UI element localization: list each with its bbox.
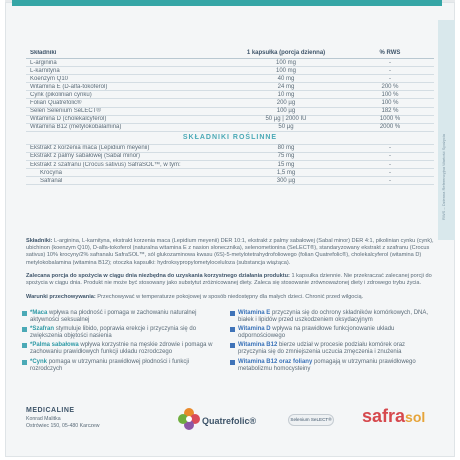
table-row [26, 169, 434, 177]
table-row [26, 177, 434, 185]
table-row [26, 99, 434, 107]
safrasol-logo [362, 406, 425, 427]
row-rws: - [389, 169, 391, 176]
dosage-label: Zalecana porcja do spożycia w ciągu dnia niezbędna do uzyskania korzystnego działania produktu: [26, 273, 290, 279]
table-row [26, 153, 434, 161]
row-dose: 15 mg [277, 161, 295, 168]
square-bullet-icon [230, 343, 235, 348]
row-dose: 10 mg [277, 91, 295, 98]
row-rws: 2000 % [379, 124, 401, 131]
row-rws: 182 % [381, 108, 399, 115]
row-rws: 1000 % [379, 116, 401, 123]
list-item [230, 342, 434, 356]
row-name: Witamina D (cholekalcyferol) [30, 116, 107, 123]
row-name: Koenzym Q10 [30, 75, 69, 82]
row-name: Witamina B12 (metylokobalamina) [30, 124, 122, 131]
row-dose: 1,5 mg [276, 169, 296, 176]
teal-stripe [12, 0, 442, 6]
square-bullet-icon [230, 327, 235, 332]
list-item [230, 326, 434, 340]
dosage-paragraph [26, 273, 434, 287]
table-header [26, 48, 434, 59]
row-name: L-karnityna [30, 67, 60, 74]
row-dose: 24 mg [277, 83, 295, 90]
manufacturer-address [26, 416, 100, 429]
row-rws: 100 % [381, 91, 399, 98]
storage-text: Przechowywać w temperaturze pokojowej w sposób niedostępny dla małych dzieci. Chronić przed wilgocią. [97, 294, 364, 300]
benefit-text: przyczynia się do ochrony składników komórkowych, DNA, białek i lipidów przed uszkodzeniem oksydacyjnym [238, 310, 429, 324]
row-rws: - [389, 161, 391, 168]
row-rws: - [389, 145, 391, 152]
table-row [26, 83, 434, 91]
square-bullet-icon [230, 311, 235, 316]
square-bullet-icon [22, 327, 27, 332]
table-row [26, 75, 434, 83]
benefit-name: *Maca [30, 310, 48, 316]
ingredients-label: Składniki: [26, 238, 53, 244]
row-name: Cynk (pikolinian cynku) [30, 91, 92, 98]
benefit-name: *Cynk [30, 358, 48, 365]
quatrefolic-wordmark: Quatrefolic® [202, 416, 257, 426]
row-name: Selen Selenium SeLECT® [30, 108, 101, 115]
row-dose: 50 µg [278, 124, 294, 131]
footer-logos [26, 400, 436, 440]
row-dose: 75 mg [277, 153, 295, 160]
row-name: Krocyna [40, 169, 63, 176]
list-item [22, 342, 222, 356]
dosage-text: 1 kapsułka dziennie. Nie przekraczać zalecanej porcji do spożycia w ciągu dnia. Produkt nie może być stosowany jako substytut zróżnicowanej diety. Zaleca się stosowanie zrównoważonej diety i zdrowego trybu życia. [26, 273, 432, 287]
row-rws: - [389, 67, 391, 74]
row-dose: 80 mg [277, 145, 295, 152]
header-dose: 1 kapsułka (porcja dzienna) [246, 50, 326, 56]
benefit-text: stymuluje libido, poprawia erekcje i przyczynia się do zwiększenia objętości nasienia [30, 326, 197, 340]
benefit-text: wpływa korzystnie na męskie zdrowie i pomaga w zachowaniu prawidłowych funkcji układu rozrodczego [30, 342, 213, 356]
row-rws: - [389, 177, 391, 184]
row-name: Ekstrakt z szafranu (Crocus sativus) SafraSOL™, w tym: [30, 161, 181, 168]
benefit-name: *Palma sabałowa [30, 342, 79, 349]
benefit-text: bierze udział w procesie podziału komórek oraz przyczynia się do zmniejszenia uczucia zmęczenia i znużenia [238, 342, 406, 356]
square-bullet-icon [22, 360, 27, 365]
flower-icon [176, 406, 202, 432]
list-item [22, 326, 222, 340]
table-row [26, 108, 434, 116]
table-row [26, 124, 434, 132]
header-rws: % RWS [379, 50, 401, 56]
header-ingredients: Składniki [30, 50, 57, 56]
row-dose: 200 µg [276, 100, 296, 107]
benefit-text: wpływa na prawidłowe funkcjonowanie układu odpornościowego [238, 326, 395, 340]
benefit-text: pomagają w utrzymaniu prawidłowego metabolizmu homocysteiny [238, 358, 416, 372]
storage-paragraph [26, 294, 434, 301]
address-line: Ostrówiec 150, 05-480 Karczew [26, 422, 100, 429]
list-item [22, 310, 222, 324]
benefits-left-column [22, 310, 222, 375]
list-item [230, 359, 434, 373]
benefit-name: *Szafran [30, 326, 55, 333]
row-name: Folian Quatrefolic® [30, 100, 82, 107]
benefit-text: wpływa na płodność i pomaga w zachowaniu naturalnej aktywności seksualnej [30, 310, 197, 324]
row-rws: 200 % [381, 83, 399, 90]
row-rws: - [389, 153, 391, 160]
table-row [26, 67, 434, 75]
plant-ingredients-heading: SKŁADNIKI ROŚLINNE [26, 132, 434, 145]
row-dose: 300 µg [276, 177, 296, 184]
benefit-name: Witamina B12 oraz foliany [238, 358, 313, 365]
ingredients-paragraph [26, 238, 434, 267]
square-bullet-icon [22, 343, 27, 348]
selenium-select-logo: Selenium SeLECT® [288, 414, 334, 426]
quatrefolic-logo [176, 406, 268, 434]
benefits-right-column [230, 310, 434, 375]
row-name: L-arginina [30, 59, 57, 66]
row-dose: 100 mg [275, 59, 296, 66]
table-row [26, 161, 434, 169]
sol-wordmark: sol [405, 409, 426, 425]
row-name: Ekstrakt z korzenia maca (Lepidium meyenii) [30, 145, 150, 152]
rws-footnote: RWS – Dzienna Referencyjna Wartość Spożycia [441, 133, 446, 220]
benefit-text: pomaga w utrzymaniu prawidłowej płodności i funkcji rozrodczych [30, 358, 190, 372]
list-item [230, 310, 434, 324]
table-row [26, 145, 434, 153]
benefits-list [22, 310, 434, 396]
row-name: Safranal [40, 177, 63, 184]
address-line: Konrad Malitka [26, 416, 61, 422]
table-row [26, 59, 434, 67]
row-rws: - [389, 75, 391, 82]
row-rws: 100 % [381, 100, 399, 107]
square-bullet-icon [22, 311, 27, 316]
ingredients-text: L-arginina, L-karnityna, ekstrakt korzenia maca (Lepidium meyenii) DER 10:1, ekstrakt z palmy sabałowej (Sabal minor) DER 4:1, pikolinian cynku (cynk), ubichinon (koenzym Q10), D-alfa-tokoferol (naturalna witamina E z nasion słonecznika), selenometionina (SeLECT®), standaryzowany ekstrakt z szafranu (Crocus sativus) 10% krocyny/2% safranalu SafraSOL™, sól glukozaminowa kwasu (6S)-5-metylotetrahydrofoliowego (folian Quatrefolic®), cholekalcyferol (witamina D) metylokobalamina (witamina B12); otoczka kapsułki: hydroksypropylometyloceluloza (substancja wiążąca). [26, 238, 434, 266]
list-item [22, 359, 222, 373]
square-bullet-icon [230, 360, 235, 365]
benefit-name: Witamina D [238, 326, 271, 333]
row-dose: 100 µg [276, 108, 296, 115]
safra-wordmark: safra [362, 406, 406, 426]
row-dose: 50 µg | 2000 IU [265, 116, 307, 123]
row-dose: 40 mg [277, 75, 295, 82]
benefit-name: Witamina E [238, 310, 271, 316]
medicaline-logo: MEDICALINE [26, 407, 75, 414]
nutrition-table [26, 48, 434, 185]
benefit-name: Witamina B12 [238, 342, 278, 349]
storage-label: Warunki przechowywania: [26, 294, 96, 300]
row-name: Witamina E (D-alfa-tokoferol) [30, 83, 108, 90]
table-row [26, 116, 434, 124]
table-row [26, 91, 434, 99]
row-dose: 100 mg [275, 67, 296, 74]
row-name: Ekstrakt z palmy sabałowej (Sabal minor) [30, 153, 141, 160]
row-rws: - [389, 59, 391, 66]
